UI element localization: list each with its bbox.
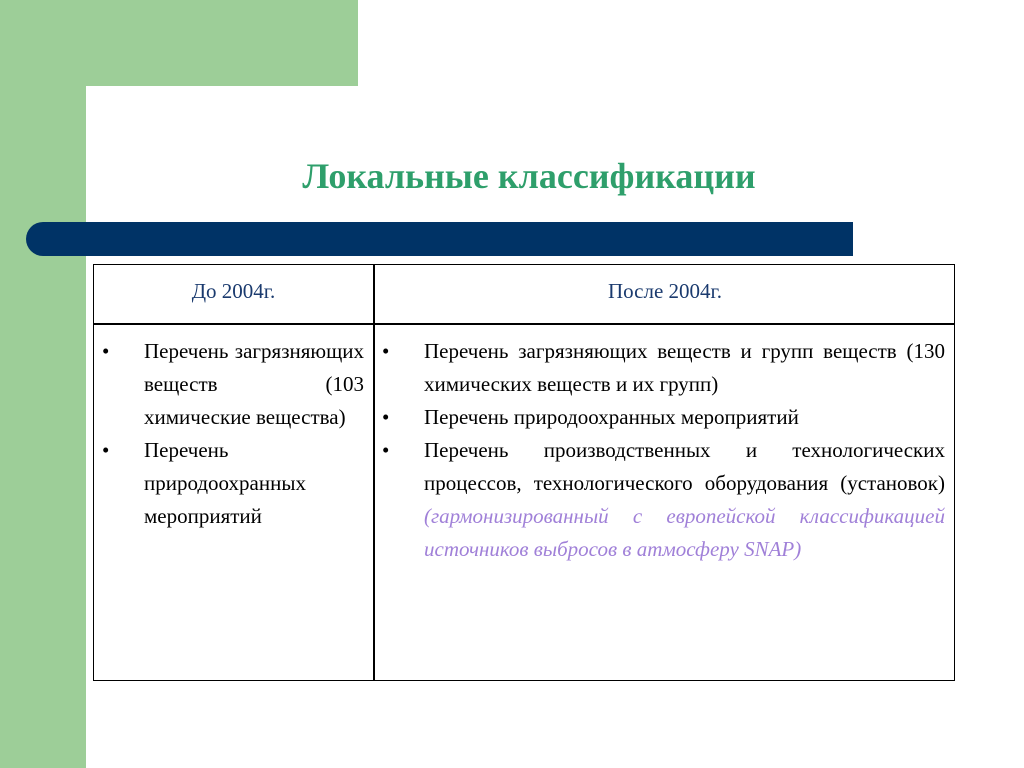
bullet-icon: • bbox=[102, 339, 110, 363]
decor-green-left-band bbox=[0, 0, 86, 768]
list-item bbox=[382, 335, 945, 401]
cell-after-2004 bbox=[382, 335, 945, 566]
list-item bbox=[382, 401, 945, 434]
bullet-icon: • bbox=[382, 339, 390, 363]
cell-before-2004 bbox=[102, 335, 364, 533]
classification-table bbox=[93, 264, 955, 681]
list-item-text: Перечень загрязняющих веществ и групп веществ (130 химических веществ и их групп) bbox=[424, 339, 945, 396]
header-before-2004: До 2004г. bbox=[191, 279, 276, 303]
header-divider bbox=[94, 323, 954, 325]
list-item-text: Перечень природоохранных мероприятий bbox=[424, 405, 799, 429]
list-item-text: Перечень загрязняющих веществ (103 химические вещества) bbox=[144, 339, 364, 429]
list-item-text: Перечень производственных и технологических процессов, технологического оборудования (установок) bbox=[424, 438, 945, 495]
list-item-text: Перечень природоохранных мероприятий bbox=[144, 438, 306, 528]
list-item bbox=[382, 434, 945, 566]
list-after-2004 bbox=[382, 335, 945, 566]
slide-title: Локальные классификации bbox=[302, 156, 756, 196]
decor-green-top-band bbox=[0, 0, 358, 86]
list-item bbox=[102, 434, 364, 533]
header-after-2004: После 2004г. bbox=[607, 279, 723, 303]
bullet-icon: • bbox=[102, 438, 110, 462]
decor-rounded-corner bbox=[86, 86, 166, 166]
decor-navy-bar bbox=[26, 222, 853, 256]
bullet-icon: • bbox=[382, 438, 390, 462]
bullet-icon: • bbox=[382, 405, 390, 429]
list-item bbox=[102, 335, 364, 434]
column-divider bbox=[373, 265, 375, 680]
list-before-2004 bbox=[102, 335, 364, 533]
snap-harmonization-note: (гармонизированный с европейской классификацией источников выбросов в атмосферу SNAP) bbox=[424, 504, 945, 561]
